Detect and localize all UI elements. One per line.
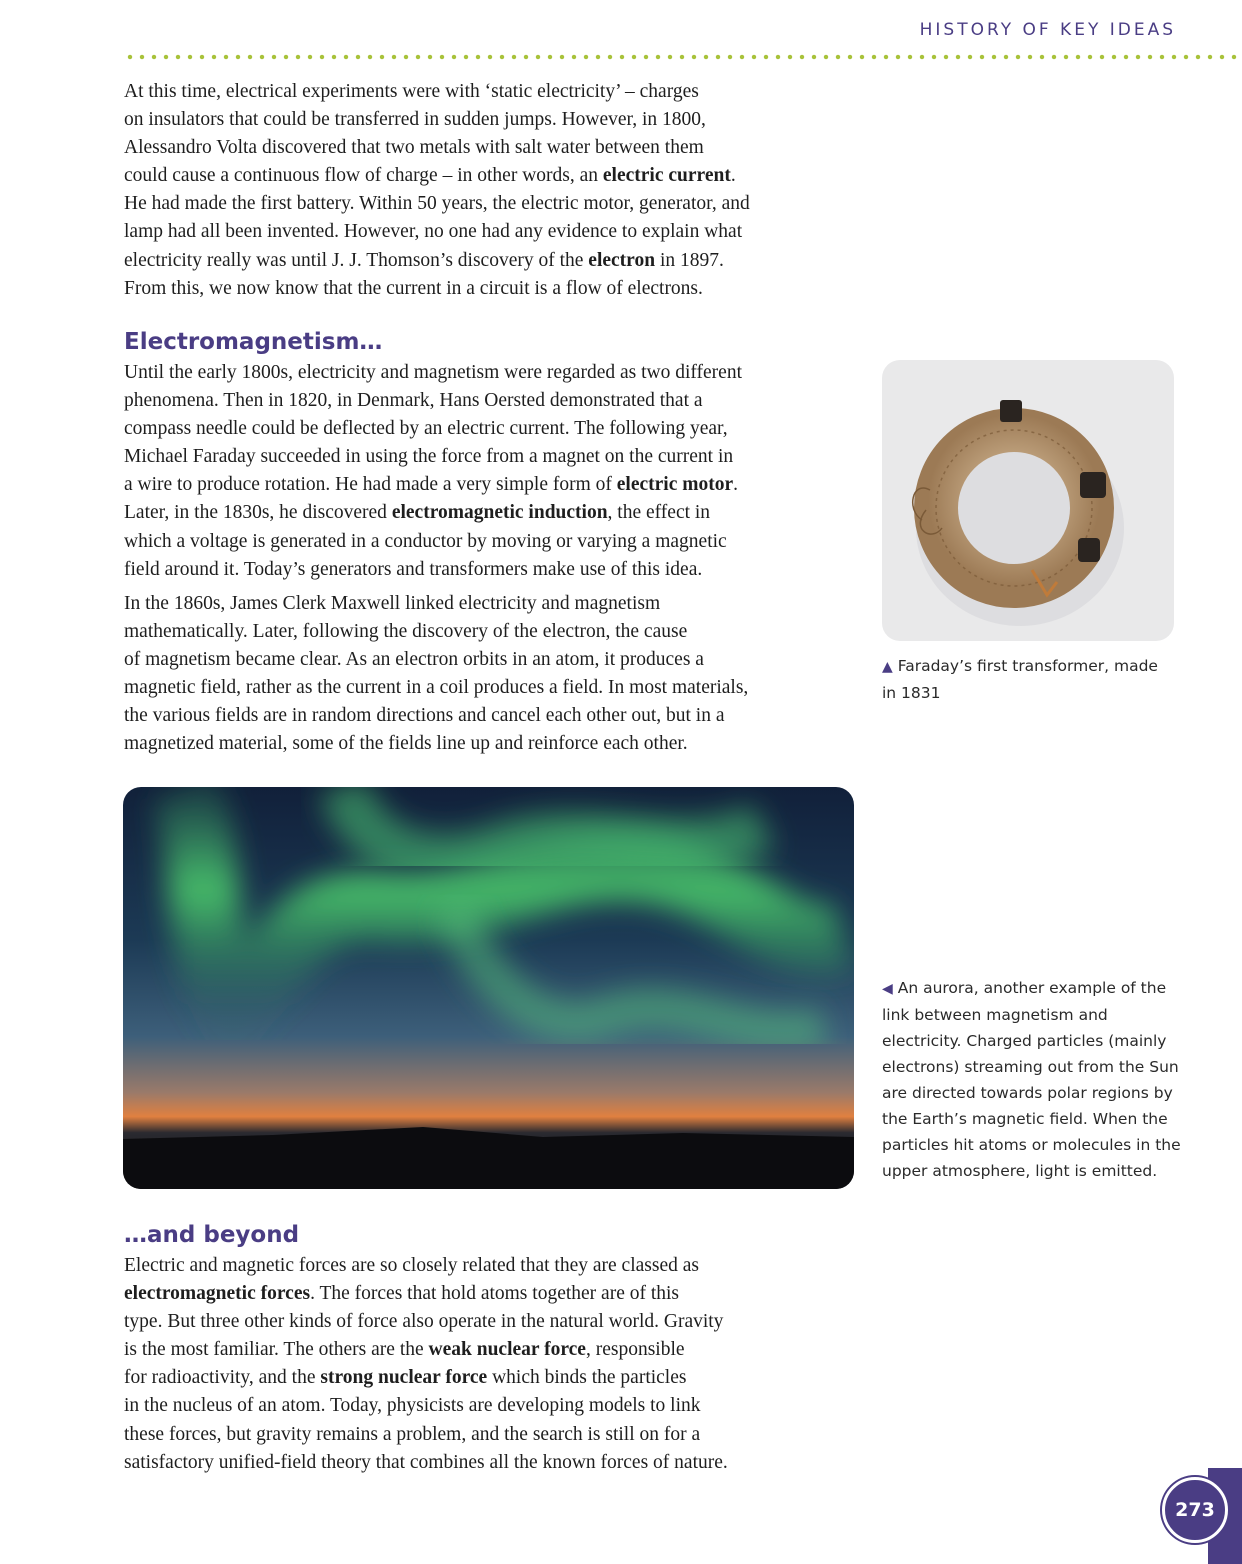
caption-line: Faraday’s first transformer, made: [897, 657, 1158, 675]
triangle-left-icon: ◀: [882, 981, 893, 997]
caption-line: particles hit atoms or molecules in the: [882, 1136, 1181, 1154]
intro-paragraph: [124, 78, 864, 303]
key-term: electron: [588, 249, 656, 271]
text-line: for radioactivity, and the strong nuclear force which binds the particles: [124, 1367, 687, 1389]
running-head: HISTORY OF KEY IDEAS: [919, 20, 1176, 40]
caption-line: in 1831: [882, 684, 941, 702]
caption-transformer: [882, 653, 1182, 706]
text-line: these forces, but gravity remains a problem, and the search is still on for a: [124, 1423, 701, 1445]
text-line: From this, we now know that the current in a circuit is a flow of electrons.: [124, 277, 703, 299]
text-line: Alessandro Volta discovered that two metals with salt water between them: [124, 137, 704, 159]
text-line: Electric and magnetic forces are so closely related that they are classed as: [124, 1255, 699, 1276]
text-line: electricity really was until J. J. Thomson’s discovery of the electron in 1897.: [124, 249, 724, 271]
text-line: of magnetism became clear. As an electron orbits in an atom, it produces a: [124, 649, 704, 671]
text-line: Later, in the 1830s, he discovered electromagnetic induction, the effect in: [124, 502, 711, 524]
text-line: in the nucleus of an atom. Today, physicists are developing models to link: [124, 1395, 701, 1417]
text-line: magnetized material, some of the fields line up and reinforce each other.: [124, 733, 688, 755]
text-line: mathematically. Later, following the discovery of the electron, the cause: [124, 621, 688, 643]
key-term: electric current: [602, 165, 731, 187]
heading-and-beyond: …and beyond: [124, 1222, 300, 1248]
text-line: the various fields are in random directions and cancel each other out, but in a: [124, 705, 725, 727]
dotted-rule: [124, 54, 1242, 60]
text-line: lamp had all been invented. However, no one had any evidence to explain what: [124, 221, 743, 243]
text-line: which a voltage is generated in a conductor by moving or varying a magnetic: [124, 530, 727, 552]
caption-line: electricity. Charged particles (mainly: [882, 1032, 1167, 1050]
text-line: is the most familiar. The others are the weak nuclear force, responsible: [124, 1339, 685, 1361]
text-line: electromagnetic forces. The forces that hold atoms together are of this: [124, 1283, 680, 1305]
text-line: At this time, electrical experiments were with ‘static electricity’ – charges: [124, 81, 699, 102]
text-line: could cause a continuous flow of charge – in other words, an electric current.: [124, 165, 736, 187]
page-number: 273: [1162, 1477, 1228, 1543]
text-line: type. But three other kinds of force also operate in the natural world. Gravity: [124, 1311, 724, 1333]
caption-line: are directed towards polar regions by: [882, 1084, 1173, 1102]
caption-line: the Earth’s magnetic field. When the: [882, 1110, 1168, 1128]
faraday-transformer-photo: [882, 360, 1174, 641]
electromagnetism-paragraph-1: [124, 359, 864, 584]
caption-line: link between magnetism and: [882, 1006, 1108, 1024]
key-term: electric motor: [616, 474, 734, 496]
text-line: field around it. Today’s generators and transformers make use of this idea.: [124, 558, 703, 580]
text-line: on insulators that could be transferred in sudden jumps. However, in 1800,: [124, 109, 706, 131]
key-term: strong nuclear force: [320, 1367, 488, 1389]
heading-electromagnetism: Electromagnetism…: [124, 329, 383, 355]
key-term: weak nuclear force: [428, 1339, 586, 1361]
text-line: Until the early 1800s, electricity and magnetism were regarded as two different: [124, 362, 743, 383]
caption-line: electrons) streaming out from the Sun: [882, 1058, 1179, 1076]
caption-line: An aurora, another example of the: [897, 979, 1167, 997]
triangle-up-icon: ▲: [882, 659, 893, 675]
text-line: satisfactory unified-field theory that combines all the known forces of nature.: [124, 1451, 728, 1473]
key-term: electromagnetic forces: [124, 1283, 311, 1305]
electromagnetism-paragraph-2: [124, 590, 864, 759]
key-term: electromagnetic induction: [391, 502, 608, 524]
and-beyond-paragraph: [124, 1252, 864, 1477]
text-line: compass needle could be deflected by an electric current. The following year,: [124, 418, 728, 440]
text-line: Michael Faraday succeeded in using the force from a magnet on the current in: [124, 446, 734, 468]
text-line: He had made the first battery. Within 50 years, the electric motor, generator, and: [124, 193, 750, 215]
text-line: In the 1860s, James Clerk Maxwell linked electricity and magnetism: [124, 593, 661, 614]
caption-line: upper atmosphere, light is emitted.: [882, 1162, 1158, 1180]
text-line: a wire to produce rotation. He had made a very simple form of electric motor.: [124, 474, 738, 496]
text-line: magnetic field, rather as the current in a coil produces a field. In most materials,: [124, 677, 749, 699]
caption-aurora: [882, 975, 1182, 1184]
text-line: phenomena. Then in 1820, in Denmark, Hans Oersted demonstrated that a: [124, 390, 703, 412]
aurora-photo: [123, 787, 854, 1189]
